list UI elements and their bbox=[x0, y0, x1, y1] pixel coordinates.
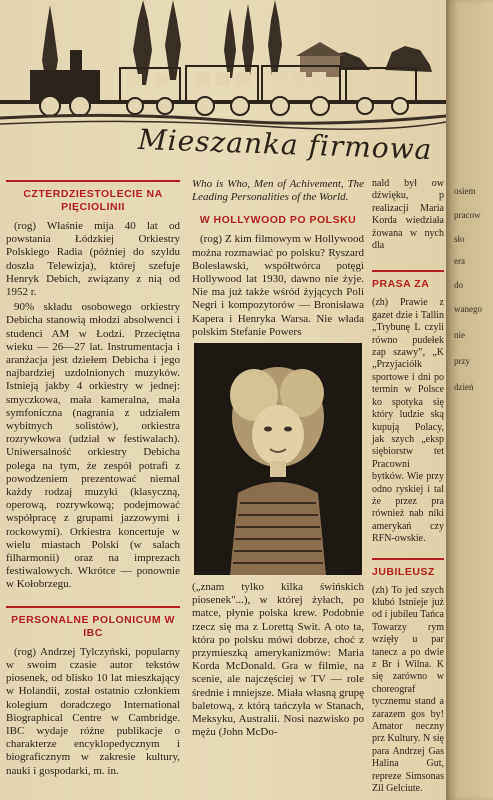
adjacent-text: przy bbox=[454, 356, 470, 366]
heading-rule bbox=[372, 270, 444, 272]
adjacent-text: dzień bbox=[454, 382, 474, 392]
adjacent-page-edge bbox=[446, 0, 493, 800]
article-paragraph: (zh) To jed szych klubó Istnieje już od i jubileu Tańca Towarzy rym wzięły u par tanecz a po dwie z Br i Wilna. K się zarówno w choreograf tycznemu stand a zarazem gos by! Amator neczny prz Kultury. N się para Andrzej Gas Halina Gut, repreze Simsonas Zil Gelciute. bbox=[372, 584, 444, 795]
heading-rule bbox=[6, 180, 180, 182]
article-paragraph: („znam tylko kilka świńskich piosenek"...), w której żyłach, po matce, płynie polska krew. Podobnie rzecz się ma z Lorettą Swit. A oto ta, która po polsku mówi dobrze, choć z przymieszką amerykanizmów: Maria Korda McDonald. Gra w filmie, na scenie, ale najczęściej w TV — role średnie i mniejsze. Miała własną grupę baletową, z którą tańczyła w Stanach, Meksyku, Australii. Nosi nazwisko po mężu (John McDo- bbox=[192, 581, 364, 739]
article-heading-hollywood: W HOLLYWOOD PO POLSKU bbox=[199, 214, 357, 227]
adjacent-text: wanego bbox=[454, 304, 482, 314]
header-illustration bbox=[0, 0, 446, 130]
article-paragraph: (rog) Właśnie mija 40 lat od powstania Łódzkiej Orkiestry Polskiego Radia (później do szyldu doszła Telewizja), której szefuje Henryk Debich, związany z nią od 1952 r. bbox=[6, 220, 180, 299]
adjacent-text: do bbox=[454, 280, 463, 290]
article-paragraph: (zh) Prawie z gazet dzie i Tallin „Trybunę L czyli równo pudełek zap szawy”, „K „Przyjaciółk sportowe i dni po termin w Polsce ko spotyka się który ludzie ską kupują Polacy, jak szych „eksp siębiorstw tet Pracowni bytków. Wie przy odno ryskiej i tal że przez pra również nab niki amerykań czy RFN-owskie. bbox=[372, 297, 444, 545]
adjacent-text: sło bbox=[454, 234, 465, 244]
article-column-2 bbox=[192, 178, 364, 741]
article-paragraph: nald był ow dźwięku, p realizacji Maria Korda wiedziała żowana w nych dla bbox=[372, 178, 444, 252]
article-column-3 bbox=[372, 178, 444, 797]
article-column-1 bbox=[6, 178, 180, 780]
article-heading-press: PRASA ZA bbox=[372, 278, 430, 291]
adjacent-text: era bbox=[454, 256, 465, 266]
heading-rule bbox=[6, 606, 180, 608]
adjacent-text: pracow bbox=[454, 210, 481, 220]
article-paragraph: (rog) Z kim filmowym w Hollywood można rozmawiać po polsku? Ryszard Bolesławski, współtwórca potęgi Hollywood lat 1930, dawno nie żyje. Nie ma już także wśród żyjących Poli Negri i kompozytorów — Bronisława Kapera i Henryka Warsa. Nie włada polskim Stefanie Powers bbox=[192, 233, 364, 338]
adjacent-text: nie bbox=[454, 330, 465, 340]
heading-rule bbox=[372, 558, 444, 560]
portrait-image bbox=[194, 343, 362, 575]
article-paragraph: 90% składu osobowego orkiestry Debicha stanowią młodzi absolwenci i studenci AM w Łodzi. Przeciętna wieku — 26—27 lat. Instrumentacja i aranżacja jest dziełem Debicha i jego najbardziej uzdolnionych muzyków. Istnieją jakby 4 orkiestry w jednej: smyczkowa, mała kameralna, mała symfoniczna (nagrania z udziałem wybitnych solistów), orkiestra rozrywkowa (udział w festiwalach). Uniwersalność orkiestry Debicha polega na tym, że zespół potrafi z powodzeniem prezentować niemal każdy rodzaj muzyki (klasyczną, operową, rozrywkową; podejmować współpracę z grupami jazzowymi i rockowymi). Orkiestra koncertuje w wielu miastach Polski (w salach filharmonii) oraz na imprezach festiwalowych. Wkrótce — ponownie w Kołobrzegu. bbox=[6, 301, 180, 591]
section-masthead: Mieszanka firmowa bbox=[137, 122, 433, 167]
article-heading-jubilee: JUBILEUSZ bbox=[372, 565, 435, 578]
article-paragraph: (rog) Andrzej Tylczyński, popularny w swoim czasie autor tekstów piosenek, od blisko 10 lat mieszkający w Holandii, został ostatnio członkiem kolegium doradczego International Biographical Centre w Cambridge. IBC wydaje różne publikacje o charakterze encyklopedycznym i biograficznym w zakresie kultury, nauki i gospodarki, m. in. bbox=[6, 645, 180, 777]
article-continuation: Who is Who, Men of Achivement, The Leading Personalities of the World. bbox=[192, 178, 364, 204]
article-heading-ibc: PERSONALNE POLONICUM W IBC bbox=[11, 613, 175, 639]
adjacent-text: osiem bbox=[454, 186, 476, 196]
article-heading-orchestra: CZTERDZIESTOLECIE NA PIĘCIOLINII bbox=[23, 188, 163, 213]
portrait-photo bbox=[194, 343, 362, 575]
